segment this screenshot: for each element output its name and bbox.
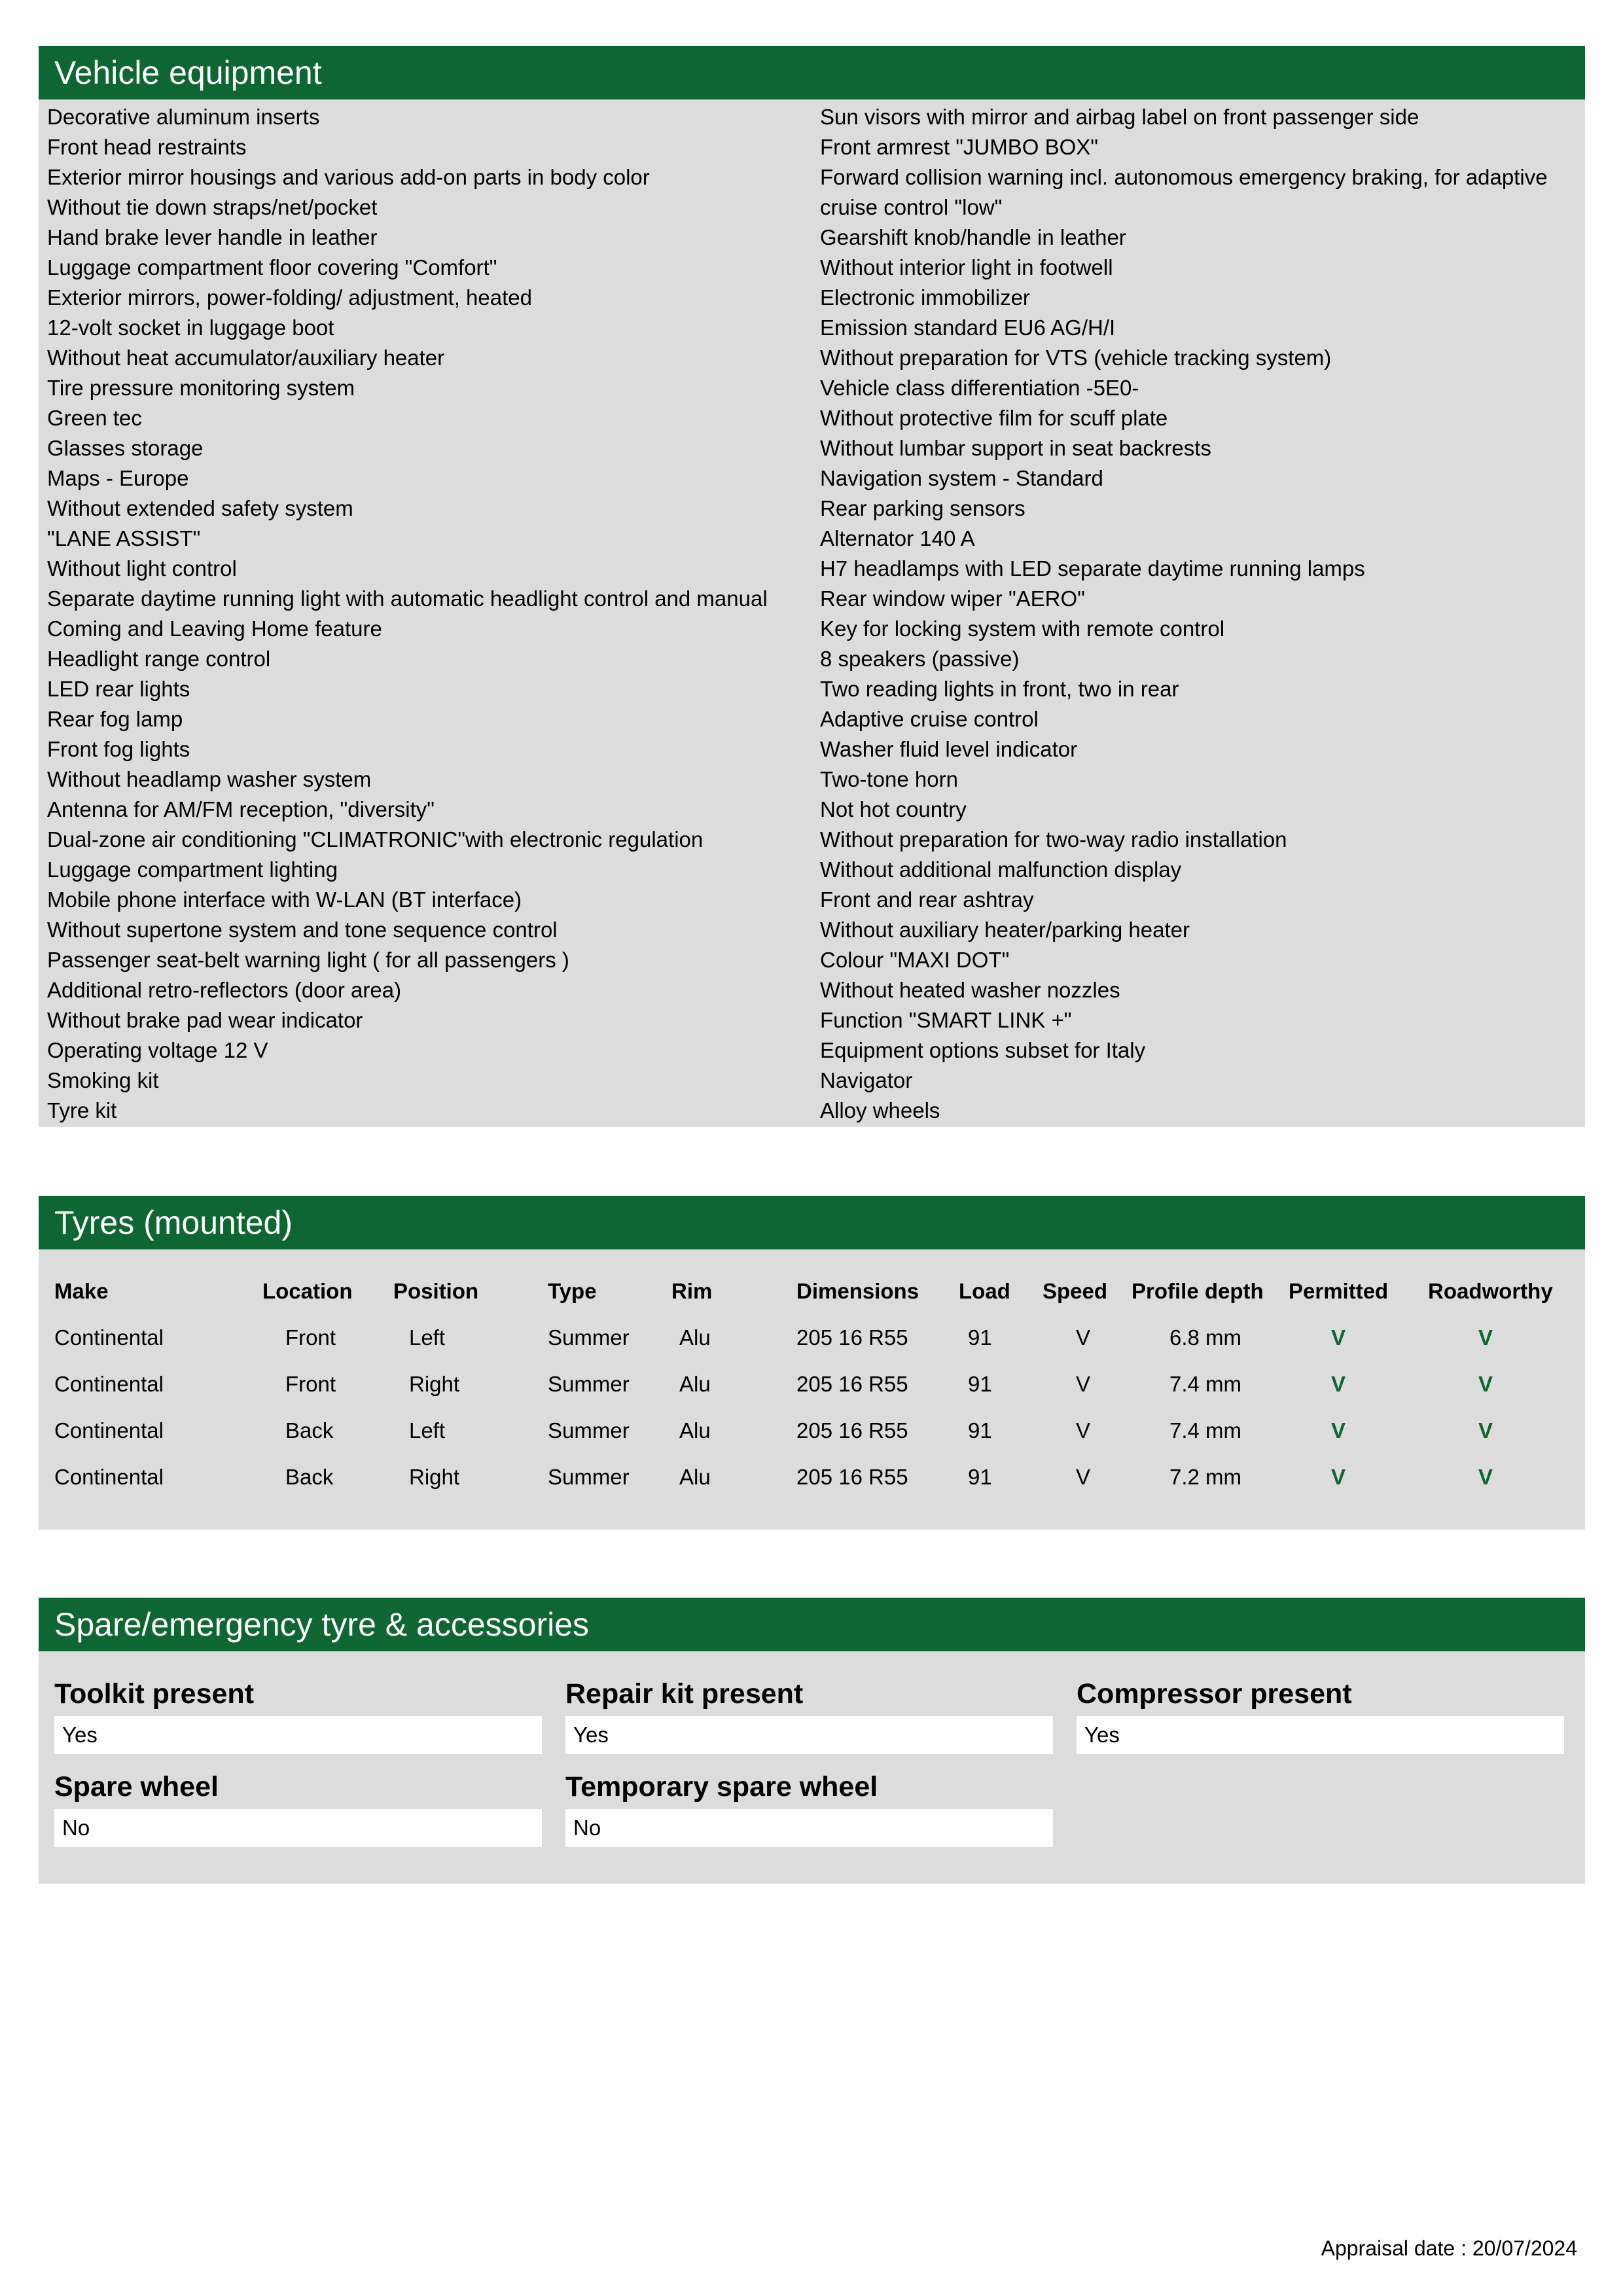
equipment-item: Navigation system - Standard [820,466,1103,490]
equipment-item: Passenger seat-belt warning light ( for all passengers ) [47,948,569,972]
repair-kit-field [565,1677,1053,1754]
equipment-item: Luggage compartment lighting [47,857,338,882]
equipment-item: Without preparation for two-way radio installation [820,827,1287,852]
tyre-cell-load: 91 [968,1465,992,1489]
tyre-cell-make: Continental [54,1325,164,1350]
equipment-item: Not hot country [820,797,967,821]
field-label: Compressor present [1077,1678,1352,1710]
vehicle-equipment-section [39,46,1585,1127]
equipment-item: Two reading lights in front, two in rear [820,677,1179,701]
equipment-item: "LANE ASSIST" [47,526,201,550]
column-header-speed: Speed [1043,1279,1108,1303]
column-header-make: Make [54,1279,109,1303]
column-header-load: Load [959,1279,1010,1303]
equipment-item: Equipment options subset for Italy [820,1038,1146,1062]
equipment-item: Exterior mirror housings and various add-on parts in body color [47,165,650,189]
tyre-cell-position: Right [409,1372,460,1396]
equipment-item: Adaptive cruise control [820,707,1039,731]
column-header-profile: Profile depth [1132,1279,1264,1303]
equipment-item: Hand brake lever handle in leather [47,225,378,249]
tyre-cell-load: 91 [968,1418,992,1443]
tyre-cell-permitted: V [1331,1325,1346,1350]
field-value: No [54,1809,542,1847]
field-value: Yes [1077,1716,1564,1754]
field-label: Temporary spare wheel [565,1771,878,1803]
equipment-item: Without brake pad wear indicator [47,1008,363,1032]
field-value: Yes [54,1716,542,1754]
equipment-item: Front and rear ashtray [820,888,1034,912]
field-label: Toolkit present [54,1678,255,1710]
equipment-item: Tyre kit [47,1098,117,1122]
equipment-item: Rear parking sensors [820,496,1026,520]
equipment-item: Luggage compartment floor covering "Comfort" [47,255,497,279]
tyre-cell-type: Summer [548,1325,630,1350]
equipment-item: Dual-zone air conditioning "CLIMATRONIC"with electronic regulation [47,827,704,852]
tyre-cell-dimensions: 205 16 R55 [796,1465,908,1489]
tyre-cell-position: Left [409,1418,446,1443]
equipment-item: Navigator [820,1068,913,1092]
section-title: Spare/emergency tyre & accessories [39,1598,1585,1651]
equipment-item: 12-volt socket in luggage boot [47,315,334,340]
equipment-item: Front fog lights [47,737,190,761]
equipment-item: Gearshift knob/handle in leather [820,225,1126,249]
equipment-item: Smoking kit [47,1068,159,1092]
tyre-cell-speed: V [1076,1418,1091,1443]
equipment-item: Green tec [47,406,142,430]
tyre-cell-profile: 6.8 mm [1169,1325,1242,1350]
tyre-cell-profile: 7.4 mm [1169,1372,1242,1396]
tyre-cell-rim: Alu [679,1372,711,1396]
tyre-cell-speed: V [1076,1372,1091,1396]
column-header-roadworthy: Roadworthy [1428,1279,1553,1303]
equipment-item: Forward collision warning incl. autonomous emergency braking, for adaptive cruise control "low" [820,165,1548,219]
tyre-cell-make: Continental [54,1465,164,1489]
equipment-item: 8 speakers (passive) [820,647,1020,671]
equipment-item: Without light control [47,556,237,581]
equipment-item: Without extended safety system [47,496,353,520]
equipment-item: Without auxiliary heater/parking heater [820,918,1190,942]
column-header-type: Type [548,1279,597,1303]
equipment-item: Vehicle class differentiation -5E0- [820,376,1139,400]
equipment-item: Washer fluid level indicator [820,737,1078,761]
equipment-item: Operating voltage 12 V [47,1038,268,1062]
section-title: Tyres (mounted) [39,1196,1585,1249]
equipment-item: Alternator 140 A [820,526,975,550]
tyre-cell-dimensions: 205 16 R55 [796,1325,908,1350]
equipment-item: Decorative aluminum inserts [47,105,320,129]
spare-wheel-field [54,1770,542,1847]
tyre-cell-make: Continental [54,1418,164,1443]
field-value: No [565,1809,1053,1847]
section-title: Vehicle equipment [39,46,1585,99]
field-value: Yes [565,1716,1053,1754]
temporary-spare-wheel-field [565,1770,1053,1847]
equipment-item: Electronic immobilizer [820,285,1030,310]
tyre-cell-location: Front [285,1372,336,1396]
tyre-cell-rim: Alu [679,1465,711,1489]
equipment-item: Without headlamp washer system [47,767,372,791]
tyre-cell-position: Left [409,1325,446,1350]
equipment-list-right [820,102,1579,1126]
tyre-cell-roadworthy: V [1478,1325,1493,1350]
tyre-cell-rim: Alu [679,1418,711,1443]
equipment-item: Additional retro-reflectors (door area) [47,978,402,1002]
tyre-cell-dimensions: 205 16 R55 [796,1372,908,1396]
equipment-item: Function "SMART LINK +" [820,1008,1072,1032]
equipment-item: Without heated washer nozzles [820,978,1120,1002]
tyre-cell-profile: 7.2 mm [1169,1465,1242,1489]
equipment-item: Without tie down straps/net/pocket [47,195,378,219]
tyre-cell-profile: 7.4 mm [1169,1418,1242,1443]
equipment-item: LED rear lights [47,677,190,701]
equipment-item: Coming and Leaving Home feature [47,617,382,641]
equipment-item: Key for locking system with remote control [820,617,1225,641]
spare-tyre-section [39,1598,1585,1884]
tyre-cell-roadworthy: V [1478,1372,1493,1396]
equipment-list-left [47,102,806,1126]
appraisal-date: Appraisal date : 20/07/2024 [1321,2236,1577,2260]
equipment-item: Sun visors with mirror and airbag label on front passenger side [820,105,1419,129]
equipment-item: Without additional malfunction display [820,857,1182,882]
tyre-cell-location: Front [285,1325,336,1350]
column-header-location: Location [262,1279,353,1303]
equipment-item: Rear window wiper "AERO" [820,586,1085,611]
equipment-item: Without interior light in footwell [820,255,1113,279]
tyre-cell-permitted: V [1331,1465,1346,1489]
equipment-item: Without supertone system and tone sequence control [47,918,558,942]
equipment-item: Front head restraints [47,135,247,159]
equipment-item: Without heat accumulator/auxiliary heater [47,346,445,370]
tyre-cell-roadworthy: V [1478,1418,1493,1443]
tyre-cell-speed: V [1076,1465,1091,1489]
tyre-cell-roadworthy: V [1478,1465,1493,1489]
tyre-cell-load: 91 [968,1325,992,1350]
tyre-cell-location: Back [285,1418,334,1443]
tyre-cell-load: 91 [968,1372,992,1396]
column-header-rim: Rim [671,1279,713,1303]
compressor-field [1077,1677,1564,1754]
equipment-item: Emission standard EU6 AG/H/I [820,315,1116,340]
equipment-item: Exterior mirrors, power-folding/ adjustment, heated [47,285,532,310]
equipment-item: Separate daytime running light with automatic headlight control and manual [47,586,768,611]
tyre-cell-position: Right [409,1465,460,1489]
equipment-item: Alloy wheels [820,1098,940,1122]
column-header-permitted: Permitted [1289,1279,1389,1303]
field-label: Spare wheel [54,1771,219,1803]
equipment-item: Colour "MAXI DOT" [820,948,1010,972]
tyre-cell-dimensions: 205 16 R55 [796,1418,908,1443]
column-header-position: Position [393,1279,479,1303]
tyre-cell-type: Summer [548,1465,630,1489]
equipment-item: Rear fog lamp [47,707,183,731]
equipment-item: Antenna for AM/FM reception, "diversity" [47,797,435,821]
tyre-cell-rim: Alu [679,1325,711,1350]
equipment-item: Two-tone horn [820,767,958,791]
field-label: Repair kit present [565,1678,804,1710]
equipment-item: Without preparation for VTS (vehicle tracking system) [820,346,1332,370]
tyre-cell-permitted: V [1331,1418,1346,1443]
equipment-item: Tire pressure monitoring system [47,376,355,400]
toolkit-field [54,1677,542,1754]
tyre-cell-make: Continental [54,1372,164,1396]
tyre-cell-type: Summer [548,1418,630,1443]
equipment-item: Without lumbar support in seat backrests [820,436,1211,460]
equipment-item: Front armrest "JUMBO BOX" [820,135,1098,159]
tyre-cell-permitted: V [1331,1372,1346,1396]
tyres-section [39,1196,1585,1530]
equipment-item: Mobile phone interface with W-LAN (BT interface) [47,888,522,912]
equipment-item: Glasses storage [47,436,204,460]
tyre-cell-location: Back [285,1465,334,1489]
equipment-item: H7 headlamps with LED separate daytime running lamps [820,556,1365,581]
column-header-dimensions: Dimensions [796,1279,919,1303]
equipment-item: Without protective film for scuff plate [820,406,1168,430]
equipment-item: Maps - Europe [47,466,189,490]
equipment-item: Headlight range control [47,647,271,671]
tyre-cell-type: Summer [548,1372,630,1396]
tyre-cell-speed: V [1076,1325,1091,1350]
